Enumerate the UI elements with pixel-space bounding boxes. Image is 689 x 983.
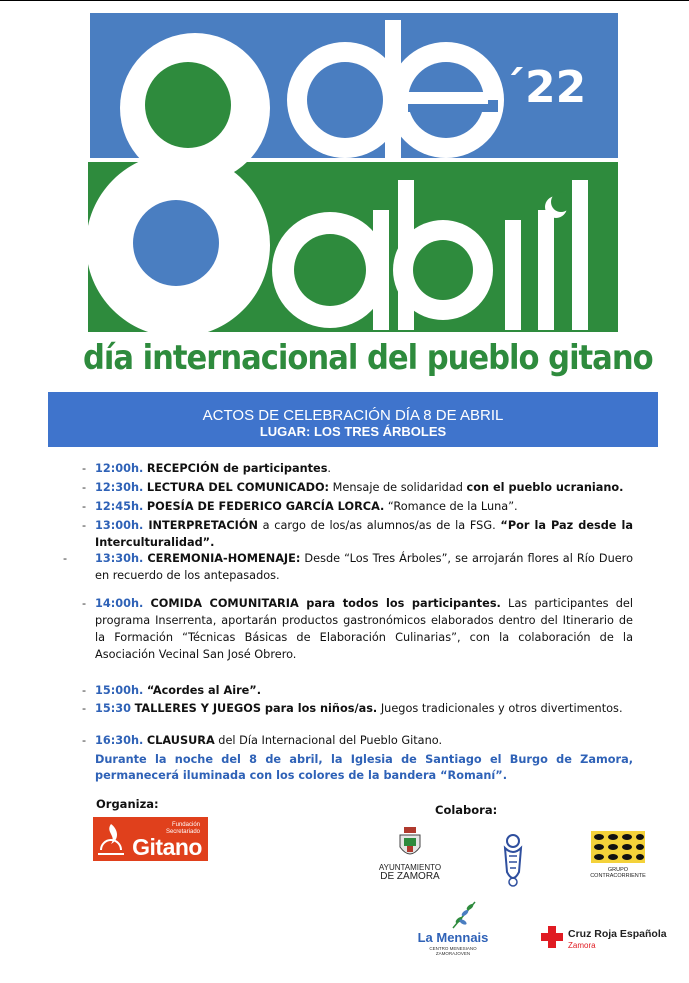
schedule-text: Mensaje de solidaridad (329, 481, 467, 494)
lighting-note: Durante la noche del 8 de abril, la Iglesia de Santiago el Burgo de Zamora, permanecerá iluminada con los colores de la bandera “Romaní”. (95, 753, 633, 782)
year-label: ´22 (503, 62, 587, 113)
schedule-text: a cargo de los/as alumnos/as de la FSG. (257, 519, 501, 532)
schedule-text: del Día Internacional del Pueblo Gitano. (214, 734, 443, 747)
la-mennais-sub (417, 946, 489, 956)
poster-subtitle: día internacional del pueblo gitano (83, 338, 653, 378)
fish-pattern-icon (585, 829, 651, 865)
event-banner (48, 392, 658, 447)
schedule-item (82, 595, 633, 663)
schedule-text: . (327, 462, 332, 475)
cruz-roja-city: Zamora (568, 941, 596, 950)
red-cross-icon (541, 926, 563, 948)
list-dash: - (82, 597, 87, 610)
schedule-item (82, 460, 633, 477)
schedule-time: 13:00h. (95, 519, 144, 532)
organiza-label: Organiza: (96, 797, 159, 811)
ayuntamiento-text (378, 863, 442, 881)
schedule-highlight: “Por la Paz desde la Interculturalidad”. (95, 519, 634, 549)
banner-location: LUGAR: LOS TRES ÁRBOLES (259, 424, 447, 439)
schedule-title: POESÍA DE FEDERICO GARCÍA LORCA. (146, 500, 385, 513)
schedule-item (82, 682, 633, 699)
schedule-title: RECEPCIÓN de participantes (146, 462, 328, 475)
cruz-roja-name: Cruz Roja Española (568, 928, 667, 940)
ayuntamiento-line2: DE ZAMORA (380, 871, 440, 882)
schedule-time: 14:00h. (95, 597, 144, 610)
banner-title: ACTOS DE CELEBRACIÓN DÍA 8 DE ABRIL (202, 407, 504, 424)
schedule-item (82, 732, 633, 749)
coat-of-arms-icon (398, 827, 422, 861)
schedule-time: 15:30 (95, 702, 131, 715)
schedule-time: 16:30h. (95, 734, 144, 747)
leaf-branch-icon (449, 900, 479, 930)
fsg-secretariado: Secretariado (165, 829, 200, 835)
la-mennais-name: La Mennais (417, 930, 489, 945)
schedule-title: CEREMONIA-HOMENAJE: (147, 552, 301, 565)
header-graphic (0, 0, 689, 395)
schedule-title: CLAUSURA (146, 734, 215, 747)
list-dash: - (82, 500, 87, 513)
grupo-contracorriente-logo (585, 829, 651, 879)
ayuntamiento-zamora-logo (378, 827, 442, 885)
schedule-title: COMIDA COMUNITARIA para todos los participantes. (150, 597, 501, 610)
schedule-time: 12:30h. (95, 481, 144, 494)
la-mennais-sub1: CENTRO MENESIANO (429, 946, 477, 951)
list-dash: - (63, 552, 68, 565)
schedule-title: LECTURA DEL COMUNICADO: (146, 481, 330, 494)
schedule-text: Desde “Los Tres Árboles”, se arrojarán flores al Río Duero en recuerdo de los antepasados. (95, 552, 633, 582)
fundacion-secretariado-gitano-logo (93, 817, 208, 861)
schedule-item (82, 479, 633, 496)
schedule-item (82, 498, 633, 515)
poster-header (0, 0, 689, 395)
schedule-item (82, 517, 634, 551)
list-dash: - (82, 481, 87, 494)
schedule-item (82, 700, 633, 717)
fsg-flame-icon (95, 820, 127, 860)
ayuntamiento-line1: AYUNTAMIENTO (378, 863, 442, 872)
schedule-title: “Acordes al Aire”. (146, 684, 262, 697)
grupo-text: GRUPO CONTRACORRIENTE (590, 867, 646, 879)
list-dash: - (82, 734, 87, 747)
religious-emblem-logo (497, 832, 529, 890)
fsg-name: Gitano (132, 834, 202, 860)
schedule-highlight: con el pueblo ucraniano. (466, 481, 624, 494)
schedule-title: INTERPRETACIÓN (143, 519, 258, 532)
list-dash: - (82, 684, 87, 697)
schedule-item (63, 550, 633, 584)
la-mennais-logo (417, 900, 489, 960)
colabora-label: Colabora: (435, 803, 498, 817)
schedule-text: “Romance de la Luna”. (384, 500, 518, 513)
schedule-text: Las participantes del programa Inserrenta, aportarán productos gastronómicos elaborados dentro del Itinerario de la Formación “Técnicas Básicas de Elaboración Culinarias”, con la colaboración de la Asociación Vecinal San José Obrero. (95, 597, 633, 661)
schedule-time: 13:30h. (95, 552, 144, 565)
schedule-title: TALLERES Y JUEGOS para los niños/as. (134, 702, 378, 715)
fsg-fundacion: Fundación (171, 822, 200, 828)
list-dash: - (82, 702, 87, 715)
list-dash: - (82, 462, 87, 475)
la-mennais-sub2: ZAMORAJOVEN (435, 951, 471, 956)
schedule-time: 12:00h. (95, 462, 144, 475)
cruz-roja-logo (541, 925, 667, 953)
list-dash: - (82, 519, 87, 532)
schedule-time: 12:45h. (95, 500, 144, 513)
schedule-text: Juegos tradicionales y otros divertimentos. (377, 702, 623, 715)
schedule-time: 15:00h. (95, 684, 144, 697)
